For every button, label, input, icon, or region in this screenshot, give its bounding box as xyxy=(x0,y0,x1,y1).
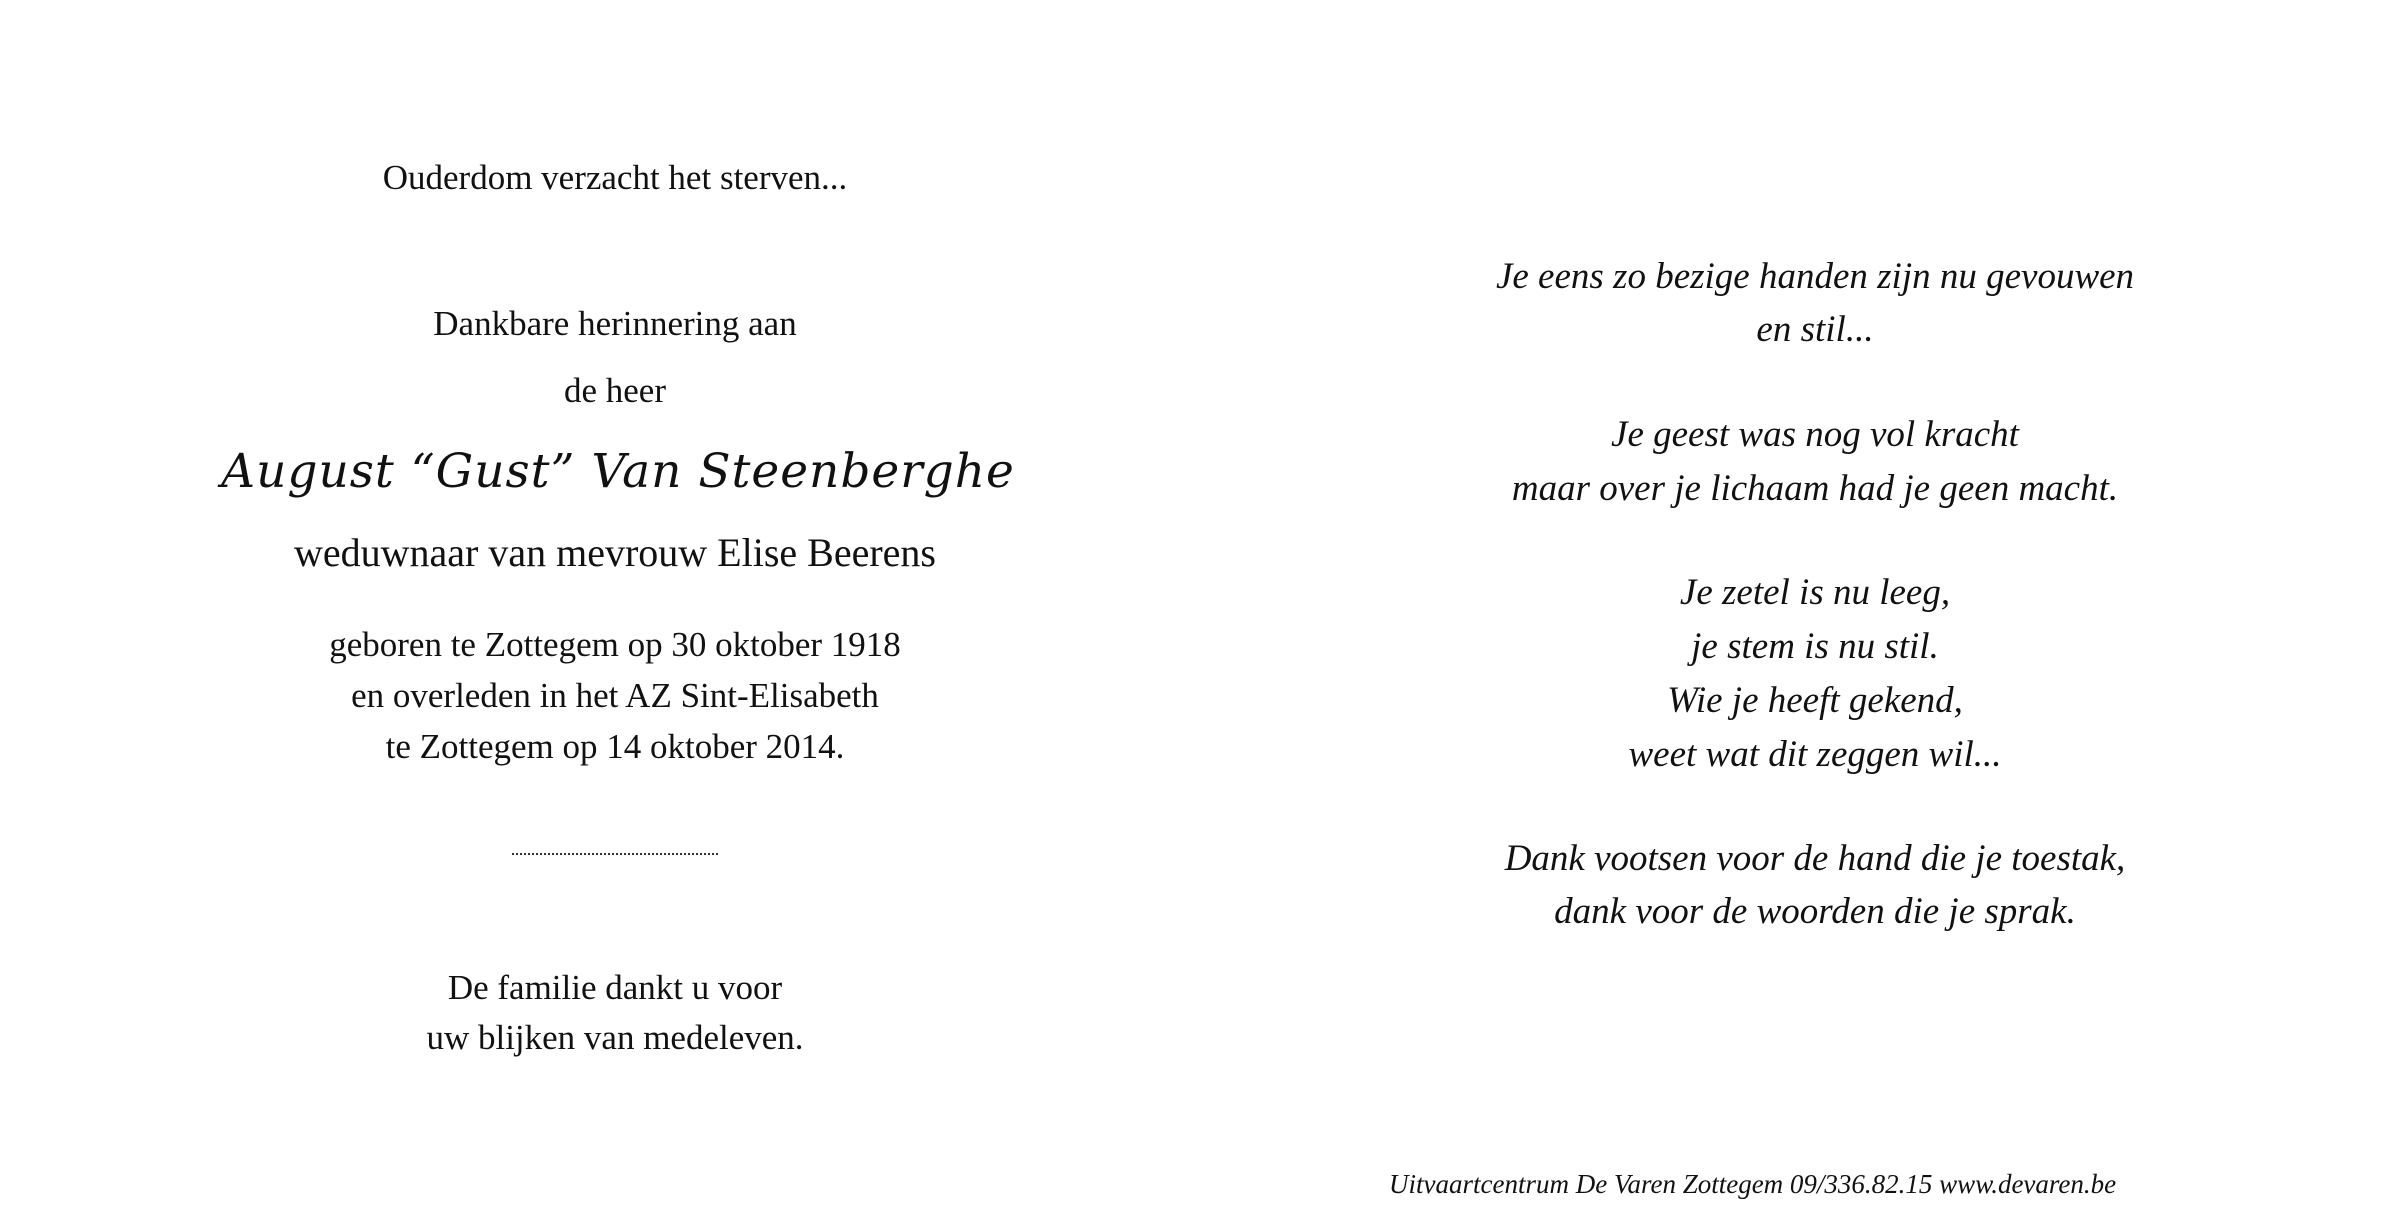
dotted-divider xyxy=(512,853,718,855)
spouse-text: weduwnaar van mevrouw Elise Beerens xyxy=(294,530,936,575)
honorific-text: de heer xyxy=(563,371,667,410)
deceased-name: August “Gust” Van Steenberghe xyxy=(221,444,1015,499)
birth-date-line: geboren te Zottegem op 30 oktober 1918 xyxy=(329,625,901,664)
motto-text: Ouderdom verzacht het sterven... xyxy=(382,158,848,197)
poem-line: maar over je lichaam had je geen macht. xyxy=(1511,468,2119,509)
poem-line: je stem is nu stil. xyxy=(1691,626,1939,667)
thanks-line-2: uw blijken van medeleven. xyxy=(426,1018,804,1057)
poem-line: Wie je heeft gekend, xyxy=(1667,680,1963,721)
remembrance-text: Dankbare herinnering aan xyxy=(433,304,797,343)
poem-line: Je geest was nog vol kracht xyxy=(1611,414,2019,455)
poem-line: Je zetel is nu leeg, xyxy=(1679,572,1951,613)
poem-line: dank voor de woorden die je sprak. xyxy=(1554,891,2076,932)
poem-line: Je eens zo bezige handen zijn nu gevouwen xyxy=(1495,256,2135,297)
card-right-panel xyxy=(1230,0,2404,1232)
poem-line: Dank vootsen voor de hand die je toestak, xyxy=(1504,838,2126,879)
thanks-line-1: De familie dankt u voor xyxy=(447,968,783,1007)
death-place-line: en overleden in het AZ Sint-Elisabeth xyxy=(351,676,879,715)
poem-line: weet wat dit zeggen wil... xyxy=(1628,734,2002,775)
death-date-line: te Zottegem op 14 oktober 2014. xyxy=(385,727,845,766)
funeral-home-footer: Uitvaartcentrum De Varen Zottegem 09/336.82.15 www.devaren.be xyxy=(1389,1169,2117,1199)
poem-line: en stil... xyxy=(1756,309,1874,350)
